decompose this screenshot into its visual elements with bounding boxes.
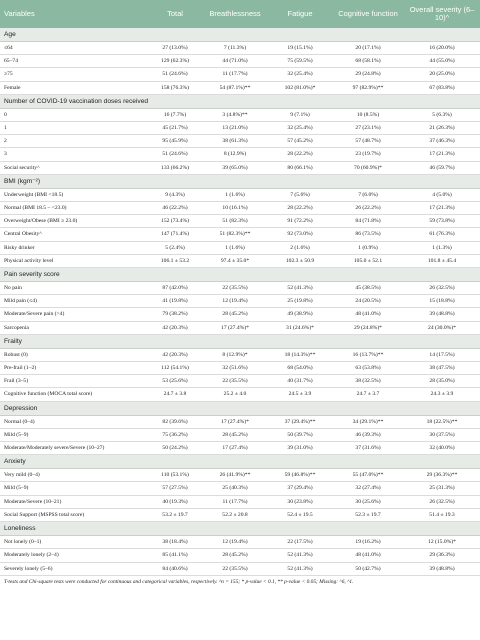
- table-cell: 44 (55.0%): [404, 55, 480, 68]
- row-label: Robust (0): [0, 348, 148, 361]
- row-label: Severely lonely (5–6): [0, 562, 148, 575]
- row-label: 65–74: [0, 55, 148, 68]
- table-cell: 52.4 ± 19.5: [268, 508, 332, 521]
- table-row: [0, 428, 480, 441]
- table-row: [0, 215, 480, 228]
- table-header-row: [0, 0, 480, 28]
- table-cell: 39 (48.8%): [404, 308, 480, 321]
- row-label: Moderate/Moderately severe/Severe (10–27): [0, 442, 148, 455]
- table-cell: 158 (76.3%): [148, 81, 202, 94]
- row-label: Moderate/Severe pain (>4): [0, 308, 148, 321]
- table-cell: 45 (21.7%): [148, 122, 202, 135]
- section-title: Depression: [0, 401, 480, 415]
- table-cell: 5 (6.3%): [404, 108, 480, 121]
- row-label: Mild pain (≤4): [0, 295, 148, 308]
- table-cell: 32 (51.6%): [202, 362, 268, 375]
- table-cell: 86 (73.5%): [332, 228, 404, 241]
- table-cell: 24 (30.0%)*: [404, 321, 480, 334]
- table-cell: 18 (22.5%)**: [404, 415, 480, 428]
- row-label: Very mild (0–4): [0, 469, 148, 482]
- table-cell: 24.3 ± 3.9: [404, 388, 480, 401]
- table-cell: 67 (83.8%): [404, 81, 480, 94]
- row-label: Not lonely (0–1): [0, 536, 148, 549]
- table-cell: 8 (12.9%)*: [202, 348, 268, 361]
- table-cell: 22 (17.5%): [268, 536, 332, 549]
- table-cell: 38 (32.5%): [332, 375, 404, 388]
- table-cell: 31 (24.6%)*: [268, 321, 332, 334]
- table-cell: 17 (21.3%): [404, 148, 480, 161]
- table-row: [0, 282, 480, 295]
- table-cell: 26 (22.2%): [332, 202, 404, 215]
- table-cell: 19 (15.1%): [268, 42, 332, 55]
- table-cell: 21 (26.3%): [404, 122, 480, 135]
- table-body: [0, 28, 480, 575]
- table-row: [0, 375, 480, 388]
- row-label: Physical activity level: [0, 254, 148, 267]
- row-label: Frail (3–5): [0, 375, 148, 388]
- section-header-row: [0, 94, 480, 108]
- table-cell: 48 (41.0%): [332, 308, 404, 321]
- table-cell: 55 (47.0%)**: [332, 469, 404, 482]
- row-label: Underweight (BMI <18.5): [0, 188, 148, 201]
- table-cell: 147 (71.4%): [148, 228, 202, 241]
- table-cell: 42 (20.3%): [148, 348, 202, 361]
- table-row: [0, 549, 480, 562]
- table-cell: 24.7 ± 3.8: [148, 388, 202, 401]
- table-cell: 24.7 ± 3.7: [332, 388, 404, 401]
- section-title: BMI (kgm⁻²): [0, 174, 480, 188]
- table-cell: 75 (59.5%): [268, 55, 332, 68]
- header-cognitive-function: Cognitive function: [332, 0, 404, 28]
- table-cell: 25 (40.3%): [202, 482, 268, 495]
- section-header-row: [0, 455, 480, 469]
- table-row: [0, 442, 480, 455]
- table-cell: 9 (7.1%): [268, 108, 332, 121]
- table-cell: 52.2 ± 20.8: [202, 508, 268, 521]
- table-row: [0, 241, 480, 254]
- table-cell: 101.8 ± 45.4: [404, 254, 480, 267]
- table-cell: 45 (38.5%): [332, 282, 404, 295]
- table-row: [0, 482, 480, 495]
- table-cell: 102 (81.0%)*: [268, 81, 332, 94]
- table-cell: 10 (16.1%): [202, 202, 268, 215]
- table-cell: 30 (25.6%): [332, 495, 404, 508]
- table-cell: 63 (53.8%): [332, 362, 404, 375]
- table-cell: 12 (19.4%): [202, 536, 268, 549]
- table-cell: 49 (38.9%): [268, 308, 332, 321]
- table-row: [0, 108, 480, 121]
- section-header-row: [0, 174, 480, 188]
- table-cell: 110 (53.1%): [148, 469, 202, 482]
- table-cell: 84 (71.8%): [332, 215, 404, 228]
- table-cell: 25 (31.3%): [404, 482, 480, 495]
- row-label: Social Support (MSPSS total score): [0, 508, 148, 521]
- section-title: Age: [0, 28, 480, 42]
- table-cell: 50 (24.2%): [148, 442, 202, 455]
- table-cell: 68 (54.0%): [268, 362, 332, 375]
- row-label: ≤64: [0, 42, 148, 55]
- table-cell: 54 (87.1%)**: [202, 81, 268, 94]
- table-cell: 29 (36.3%)**: [404, 469, 480, 482]
- table-cell: 23 (19.7%): [332, 148, 404, 161]
- table-cell: 7 (11.3%): [202, 42, 268, 55]
- table-cell: 50 (39.7%): [268, 428, 332, 441]
- table-row: [0, 55, 480, 68]
- table-cell: 17 (21.3%): [404, 202, 480, 215]
- table-cell: 61 (76.3%): [404, 228, 480, 241]
- table-cell: 28 (22.2%): [268, 148, 332, 161]
- table-cell: 28 (45.2%): [202, 428, 268, 441]
- table-cell: 1 (1.3%): [404, 241, 480, 254]
- table-cell: 97.4 ± 35.0*: [202, 254, 268, 267]
- table-cell: 22 (35.5%): [202, 562, 268, 575]
- table-cell: 19 (16.2%): [332, 536, 404, 549]
- table-cell: 51 (82.3%)**: [202, 228, 268, 241]
- table-cell: 16 (7.7%): [148, 108, 202, 121]
- table-cell: 25 (19.8%): [268, 295, 332, 308]
- row-label: Normal (BMI 18.5 – <23.0): [0, 202, 148, 215]
- table-cell: 25.2 ± 4.0: [202, 388, 268, 401]
- table-cell: 27 (13.0%): [148, 42, 202, 55]
- section-title: Number of COVID-19 vaccination doses received: [0, 94, 480, 108]
- section-title: Pain severity score: [0, 268, 480, 282]
- table-cell: 17 (27.4%)*: [202, 415, 268, 428]
- table-cell: 8 (12.9%): [202, 148, 268, 161]
- table-cell: 52.3 ± 19.7: [332, 508, 404, 521]
- table-cell: 51 (82.3%): [202, 215, 268, 228]
- table-row: [0, 348, 480, 361]
- table-cell: 37 (29.4%)**: [268, 415, 332, 428]
- row-label: Risky drinker: [0, 241, 148, 254]
- row-label: Central Obesity^: [0, 228, 148, 241]
- header-fatigue: Fatigue: [268, 0, 332, 28]
- table-cell: 102.3 ± 50.9: [268, 254, 332, 267]
- table-cell: 22 (35.5%): [202, 375, 268, 388]
- row-label: Social security^: [0, 161, 148, 174]
- table-cell: 105.0 ± 52.1: [332, 254, 404, 267]
- table-row: [0, 68, 480, 81]
- table-cell: 46 (59.7%): [404, 161, 480, 174]
- table-cell: 20 (17.1%): [332, 42, 404, 55]
- table-cell: 97 (82.9%)**: [332, 81, 404, 94]
- table-cell: 46 (22.2%): [148, 202, 202, 215]
- table-cell: 133 (66.2%): [148, 161, 202, 174]
- row-label: Moderately lonely (2–4): [0, 549, 148, 562]
- table-cell: 38 (47.5%): [404, 362, 480, 375]
- table-cell: 39 (48.8%): [404, 562, 480, 575]
- row-label: No pain: [0, 282, 148, 295]
- table-cell: 57 (45.2%): [268, 135, 332, 148]
- table-cell: 32 (25.4%): [268, 68, 332, 81]
- table-footnote: T-tests and Chi-square tests were conducted for continuous and categorical variables, respectively. ^n = 155; * p-value < 0.1, ** p-value < 0.05; Missing: ^6, ^1.: [4, 578, 354, 585]
- table-cell: 28 (45.2%): [202, 549, 268, 562]
- table-cell: 112 (54.1%): [148, 362, 202, 375]
- table-cell: 5 (2.4%): [148, 241, 202, 254]
- table-cell: 26 (32.5%): [404, 495, 480, 508]
- table-cell: 152 (73.4%): [148, 215, 202, 228]
- table-row: [0, 161, 480, 174]
- table-cell: 87 (42.0%): [148, 282, 202, 295]
- section-title: Loneliness: [0, 522, 480, 536]
- table-cell: 7 (6.0%): [332, 188, 404, 201]
- table-cell: 91 (72.2%): [268, 215, 332, 228]
- header-variables: Variables: [0, 0, 148, 28]
- table-row: [0, 148, 480, 161]
- table-cell: 32 (40.0%): [404, 442, 480, 455]
- table-cell: 84 (40.6%): [148, 562, 202, 575]
- table-cell: 57 (48.7%): [332, 135, 404, 148]
- table-cell: 12 (15.0%)*: [404, 536, 480, 549]
- table-cell: 13 (21.0%): [202, 122, 268, 135]
- table-row: [0, 388, 480, 401]
- table-cell: 129 (62.3%): [148, 55, 202, 68]
- row-label: 0: [0, 108, 148, 121]
- table-cell: 24.5 ± 3.9: [268, 388, 332, 401]
- table-cell: 57 (27.5%): [148, 482, 202, 495]
- row-label: Sarcopenia: [0, 321, 148, 334]
- row-label: Moderate/Severe (10–21): [0, 495, 148, 508]
- table-cell: 1 (0.9%): [332, 241, 404, 254]
- table-cell: 32 (25.4%): [268, 122, 332, 135]
- table-cell: 17 (27.4%)*: [202, 321, 268, 334]
- header-overall-severity: Overall severity (6–10)^: [404, 0, 480, 28]
- table-cell: 37 (46.3%): [404, 135, 480, 148]
- table-cell: 16 (13.7%)**: [332, 348, 404, 361]
- table-cell: 22 (35.5%): [202, 282, 268, 295]
- table-cell: 28 (22.2%): [268, 202, 332, 215]
- table-cell: 10 (8.5%): [332, 108, 404, 121]
- table-cell: 95 (45.9%): [148, 135, 202, 148]
- table-cell: 39 (31.0%): [268, 442, 332, 455]
- table-cell: 7 (5.6%): [268, 188, 332, 201]
- table-row: [0, 469, 480, 482]
- table-cell: 41 (19.8%): [148, 295, 202, 308]
- table-cell: 9 (4.3%): [148, 188, 202, 201]
- table-cell: 24 (20.5%): [332, 295, 404, 308]
- table-cell: 11 (17.7%): [202, 495, 268, 508]
- row-label: 2: [0, 135, 148, 148]
- table-cell: 15 (18.8%): [404, 295, 480, 308]
- table-cell: 38 (61.3%): [202, 135, 268, 148]
- table-cell: 17 (27.4%): [202, 442, 268, 455]
- table-cell: 37 (29.4%): [268, 482, 332, 495]
- table-row: [0, 508, 480, 521]
- table-cell: 82 (39.6%): [148, 415, 202, 428]
- table-row: [0, 362, 480, 375]
- row-label: Pre-frail (1–2): [0, 362, 148, 375]
- table-row: [0, 135, 480, 148]
- table-row: [0, 188, 480, 201]
- section-header-row: [0, 28, 480, 42]
- table-row: [0, 495, 480, 508]
- table-cell: 1 (1.6%): [202, 241, 268, 254]
- table-cell: 16 (20.0%): [404, 42, 480, 55]
- table-cell: 28 (35.0%): [404, 375, 480, 388]
- table-cell: 37 (31.6%): [332, 442, 404, 455]
- table-cell: 4 (5.0%): [404, 188, 480, 201]
- table-cell: 28 (45.2%): [202, 308, 268, 321]
- table-cell: 106.1 ± 53.2: [148, 254, 202, 267]
- table-row: [0, 42, 480, 55]
- table-cell: 2 (1.6%): [268, 241, 332, 254]
- section-header-row: [0, 334, 480, 348]
- table-row: [0, 202, 480, 215]
- table-cell: 53 (25.6%): [148, 375, 202, 388]
- table-cell: 46 (39.3%): [332, 428, 404, 441]
- table-cell: 52 (41.3%): [268, 282, 332, 295]
- table-row: [0, 308, 480, 321]
- table-cell: 51 (24.6%): [148, 68, 202, 81]
- table-row: [0, 81, 480, 94]
- table-cell: 92 (73.0%): [268, 228, 332, 241]
- table-row: [0, 321, 480, 334]
- row-label: Normal (0–4): [0, 415, 148, 428]
- table-cell: 75 (36.2%): [148, 428, 202, 441]
- table-cell: 30 (37.5%): [404, 428, 480, 441]
- table-cell: 80 (66.1%): [268, 161, 332, 174]
- table-cell: 27 (23.1%): [332, 122, 404, 135]
- table-cell: 48 (41.0%): [332, 549, 404, 562]
- table-cell: 52 (41.3%): [268, 549, 332, 562]
- row-label: 3: [0, 148, 148, 161]
- table-cell: 44 (71.0%): [202, 55, 268, 68]
- table-cell: 26 (41.9%)**: [202, 469, 268, 482]
- section-title: Frailty: [0, 334, 480, 348]
- table-row: [0, 295, 480, 308]
- table-cell: 20 (25.0%): [404, 68, 480, 81]
- table-cell: 29 (36.3%): [404, 549, 480, 562]
- table-cell: 51 (24.6%): [148, 148, 202, 161]
- row-label: Cognitive function (MOCA total score): [0, 388, 148, 401]
- table-cell: 1 (1.6%): [202, 188, 268, 201]
- table-cell: 11 (17.7%): [202, 68, 268, 81]
- table-cell: 40 (31.7%): [268, 375, 332, 388]
- table-cell: 68 (58.1%): [332, 55, 404, 68]
- table-cell: 59 (73.8%): [404, 215, 480, 228]
- table-row: [0, 536, 480, 549]
- table-cell: 50 (42.7%): [332, 562, 404, 575]
- section-title: Anxiety: [0, 455, 480, 469]
- table-cell: 59 (46.8%)**: [268, 469, 332, 482]
- header-total: Total: [148, 0, 202, 28]
- table-cell: 26 (32.5%): [404, 282, 480, 295]
- table-row: [0, 254, 480, 267]
- table-row: [0, 415, 480, 428]
- section-header-row: [0, 522, 480, 536]
- table-row: [0, 122, 480, 135]
- table-cell: 12 (19.4%): [202, 295, 268, 308]
- row-label: Overweight/Obese (BMI ≥ 23.0): [0, 215, 148, 228]
- table-cell: 39 (65.0%): [202, 161, 268, 174]
- table-cell: 79 (38.2%): [148, 308, 202, 321]
- table-cell: 53.2 ± 19.7: [148, 508, 202, 521]
- section-header-row: [0, 401, 480, 415]
- table-cell: 52 (41.3%): [268, 562, 332, 575]
- table-cell: 70 (60.9%)*: [332, 161, 404, 174]
- table-cell: 51.4 ± 19.3: [404, 508, 480, 521]
- table-cell: 34 (29.1%)**: [332, 415, 404, 428]
- header-breathlessness: Breathlessness: [202, 0, 268, 28]
- table-cell: 30 (23.8%): [268, 495, 332, 508]
- table-cell: 32 (27.4%): [332, 482, 404, 495]
- row-label: Mild (5–9): [0, 482, 148, 495]
- row-label: Mild (5–9): [0, 428, 148, 441]
- row-label: ≥75: [0, 68, 148, 81]
- row-label: Female: [0, 81, 148, 94]
- table-cell: 29 (24.8%): [332, 68, 404, 81]
- table-cell: 29 (24.8%)*: [332, 321, 404, 334]
- table-row: [0, 562, 480, 575]
- table-cell: 42 (20.3%): [148, 321, 202, 334]
- row-label: 1: [0, 122, 148, 135]
- table-cell: 14 (17.5%): [404, 348, 480, 361]
- section-header-row: [0, 268, 480, 282]
- table-cell: 18 (14.3%)**: [268, 348, 332, 361]
- table-cell: 85 (41.1%): [148, 549, 202, 562]
- table-cell: 38 (18.4%): [148, 536, 202, 549]
- table-row: [0, 228, 480, 241]
- table-cell: 40 (19.3%): [148, 495, 202, 508]
- table-cell: 3 (4.8%)**: [202, 108, 268, 121]
